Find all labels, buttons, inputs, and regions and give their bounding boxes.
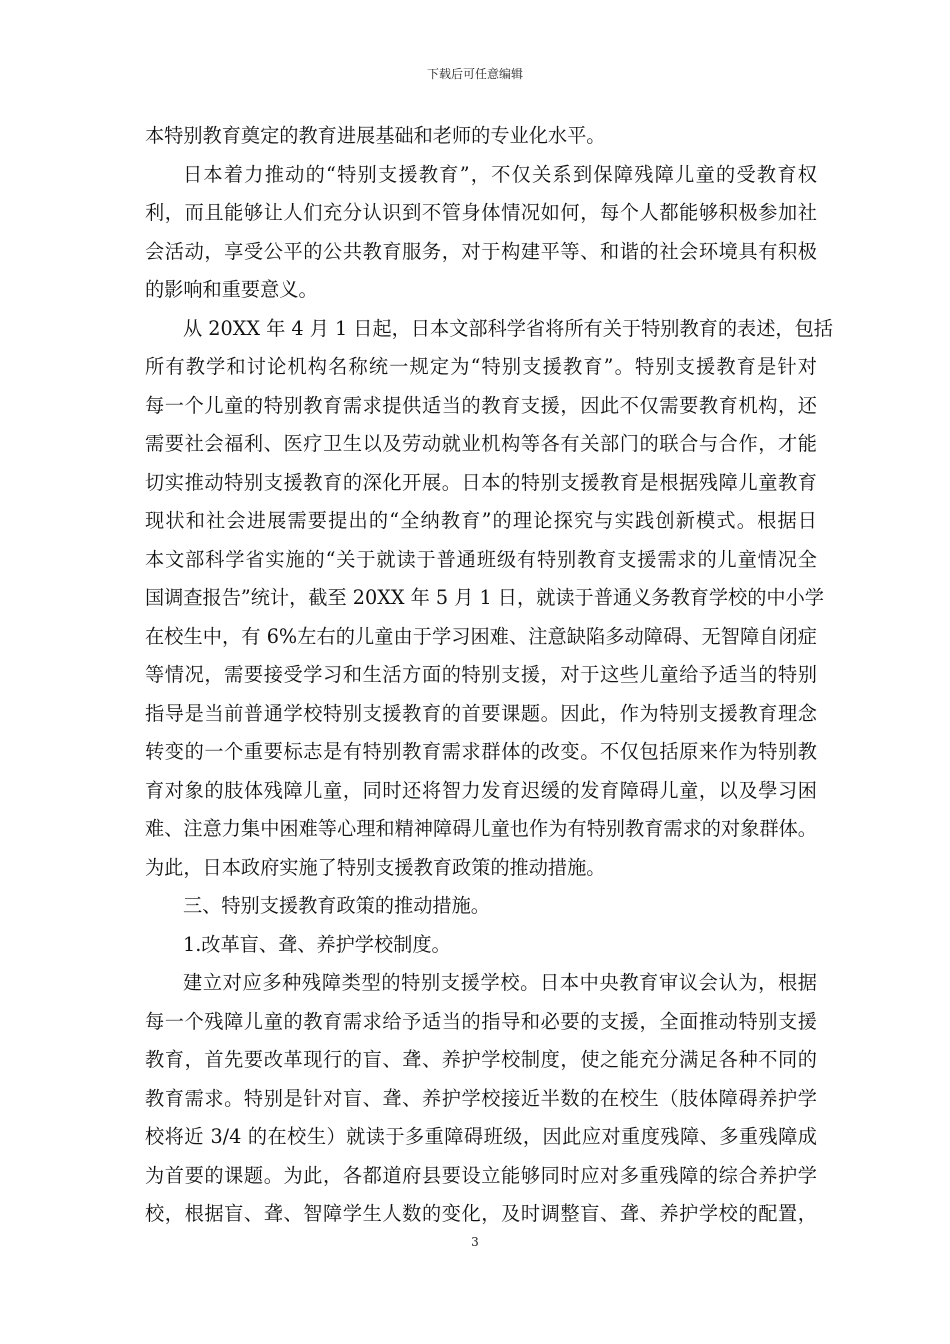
page-header: 下载后可任意编辑: [426, 67, 523, 81]
text-line: 本文部科学省实施的“关于就读于普通班级有特别教育支援需求的儿童情况全: [145, 547, 817, 571]
text-line: 难、注意力集中困难等心理和精神障碍儿童也作为有特别教育需求的对象群体。: [145, 817, 817, 840]
text-line: 会活动，享受公平的公共教育服务，对于构建平等、和谐的社会环境具有积极: [145, 239, 817, 263]
text-line: 现状和社会进展需要提出的“全纳教育”的理论探究与实践创新模式。根据日: [145, 509, 817, 532]
section-heading: 三、特别支援教育政策的推动措施。: [183, 894, 490, 917]
text-line: 指导是当前普通学校特别支援教育的首要课题。因此，作为特别支援教育理念: [145, 701, 817, 725]
text-line: 每一个儿童的特别教育需求提供适当的教育支援，因此不仅需要教育机构，还: [145, 393, 817, 417]
text-line: 教育需求。特别是针对盲、聋、养护学校接近半数的在校生（肢体障碍养护学: [145, 1086, 817, 1110]
text-line: 利，而且能够让人们充分认识到不管身体情况如何，每个人都能够积极参加社: [145, 201, 817, 224]
text-line: 育对象的肢体残障儿童，同时还将智力发育迟缓的发育障碍儿童，以及學习困: [145, 778, 817, 802]
text-line: 需要社会福利、医疗卫生以及劳动就业机构等各有关部门的联合与合作，才能: [145, 432, 817, 455]
page-number: 3: [471, 1235, 479, 1249]
text-line: 为首要的课题。为此，各都道府县要设立能够同时应对多重残障的综合养护学: [145, 1163, 817, 1187]
text-line: 所有教学和讨论机构名称统一规定为“特别支援教育”。特别支援教育是针对: [145, 355, 817, 378]
paragraph-start: 建立对应多种残障类型的特别支援学校。日本中央教育审议会认为，根据: [183, 971, 817, 994]
paragraph-start: 从 20XX 年 4 月 1 日起，日本文部科学省将所有关于特别教育的表述，包括: [183, 316, 833, 340]
text-line: 为此，日本政府实施了特别支援教育政策的推动措施。: [145, 855, 606, 879]
text-line: 转变的一个重要标志是有特别教育需求群体的改变。不仅包括原来作为特别教: [145, 740, 817, 763]
text-line: 切实推动特别支援教育的深化开展。日本的特别支援教育是根据残障儿童教育: [145, 470, 817, 494]
text-line: 国调查报告”统计，截至 20XX 年 5 月 1 日，就读于普通义务教育学校的中小学: [145, 586, 824, 609]
text-line: 校将近 3/4 的在校生）就读于多重障碍班级，因此应对重度残障、多重残障成: [145, 1125, 817, 1148]
text-line: 每一个残障儿童的教育需求给予适当的指导和必要的支援，全面推动特别支援: [145, 1009, 817, 1033]
text-line: 在校生中，有 6%左右的儿童由于学习困难、注意缺陷多动障碍、无智障自闭症: [145, 624, 817, 648]
document-body: [145, 117, 833, 1234]
subsection-heading: 1.改革盲、聋、养护学校制度。: [183, 932, 451, 956]
text-line: 校，根据盲、聋、智障学生人数的变化，及时调整盲、聋、养护学校的配置，: [145, 1202, 817, 1225]
text-line: 本特别教育奠定的教育进展基础和老师的专业化水平。: [145, 124, 606, 147]
text-line: 的影响和重要意义。: [145, 278, 318, 301]
text-line: 等情况，需要接受学习和生活方面的特别支援，对于这些儿童给予适当的特别: [145, 663, 817, 686]
text-line: 教育，首先要改革现行的盲、聋、养护学校制度，使之能充分满足各种不同的: [145, 1048, 817, 1071]
paragraph-start: 日本着力推动的“特别支援教育”，不仅关系到保障残障儿童的受教育权: [183, 162, 817, 186]
